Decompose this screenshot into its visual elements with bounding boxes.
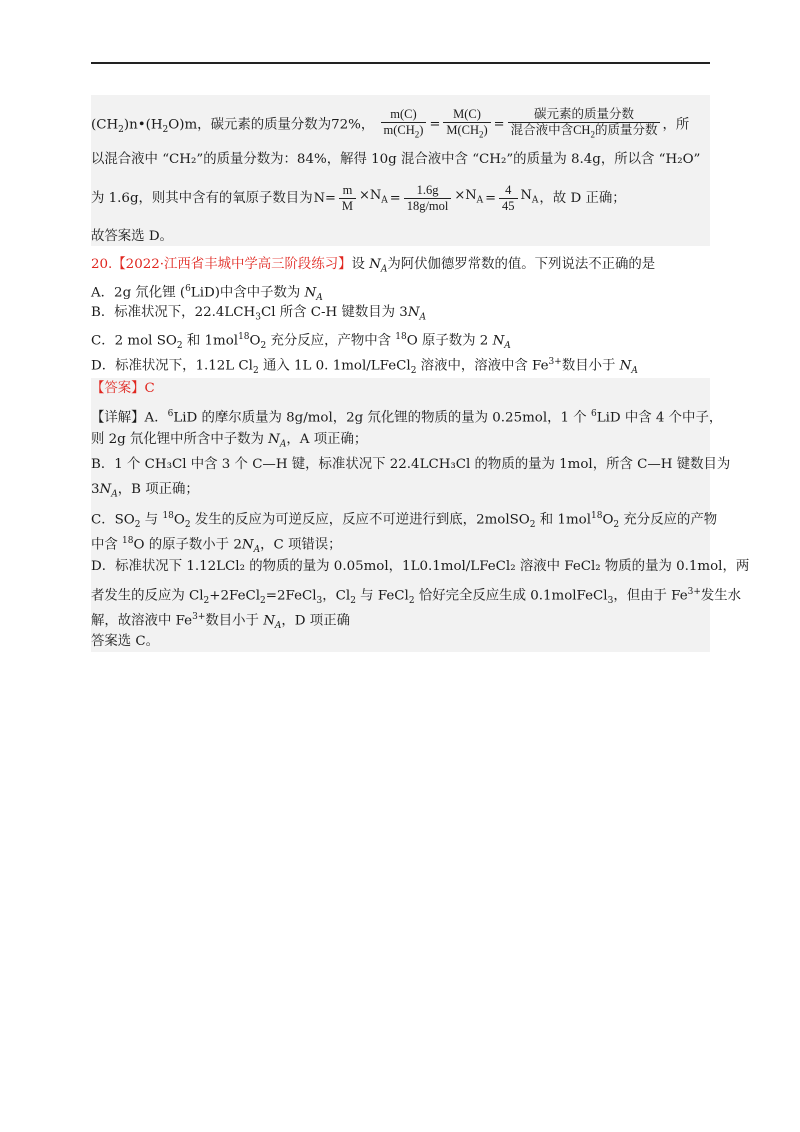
question-source: 【2022·江西省丰城中学高三阶段练习】 [112,257,352,272]
fraction-mc-mch2: $\frac{m(C)}{m(CH_2)}$ [381,107,427,143]
explain-line-7: D．标准状况下 1.12LCl₂ 的物质的量为 0.05mol，1L0.1mol/LFeCl₂ 溶液中 FeCl₂ 物质的量为 0.1mol，两 [91,559,750,574]
prev-line-1: $(CH_2)n•(H_2O)m$，碳元素的质量分数为72%， $\frac{m(C)}{m(CH_2)}$ = $\frac{M(C)}{M(CH_2)}$ = $\frac{\text{碳元素的质量分数}}{混合液中含CH_2的质量分数}$ ，所 [91,107,716,143]
explain-line-9: 解，故溶液中 $Fe^{3+}$数目小于 $N_A$，D 项正确 [91,612,350,632]
prev-line-2: 以混合液中 “CH₂”的质量分数为：84%，解得 10g 混合液中含 “CH₂”的质量为 8.4g，所以含 “H₂O” [91,152,701,167]
prev-line-3: 为 1.6g，则其中含有的氧原子数目为N= $\frac{m}{M}$ $\times N_A$ = $\frac{1.6g}{\text{18g/mol}}$ $\times N_A$ = $\frac{4}{45}$ $N_A$，故 D 正确； [91,183,626,213]
option-d: D．标准状况下，1.12L $Cl_2$ 通入 1L 0. 1mol/LFeCl$_2$ 溶液中，溶液中含 $Fe^{3+}$数目小于 $N_A$ [91,357,638,377]
option-a: A．2g 氘化锂 ($^6$LiD)中含中子数为 $N_A$ [91,284,323,304]
option-c: C．2 mol $SO_2$ 和 $1mol^{18}O_2$ 充分反应，产物中含 $^{18}$O 原子数为 2 $N_A$ [91,332,511,352]
fraction-Mc-Mch2: $\frac{M(C)}{M(CH_2)}$ [443,107,490,143]
answer-label: 【答案】C [91,381,155,396]
option-b: B．标准状况下，$22.4LCH_3Cl$ 所含 C-H 键数目为 $3N_A$ [91,305,427,323]
prev-line-4: 故答案选 D。 [91,229,173,244]
explain-line-3: B．1 个 CH₃Cl 中含 3 个 C—H 键，标准状况下 22.4LCH₃Cl 的物质的量为 1mol，所含 C—H 键数目为 [91,457,731,472]
fraction-1.6g: $\frac{1.6g}{\text{18g/mol}}$ [404,183,452,214]
explain-line-2: 则 2g 氘化锂中所含中子数为 $N_A$，A 项正确； [91,432,368,450]
question-number: 20. [91,257,113,272]
question-20-stem: 20.【2022·江西省丰城中学高三阶段练习】设 $N_A$为阿伏伽德罗常数的值。下列说法不正确的是 [91,257,656,275]
explain-line-4: $3N_A$，B 项正确； [91,482,199,500]
explain-line-1: 【详解】A．$^6$LiD 的摩尔质量为 8g/mol，2g 氘化锂的物质的量为 0.25mol，1 个 $^6$LiD 中含 4 个中子， [91,409,723,426]
fraction-4-45: $\frac{4}{45}$ [499,183,518,214]
fraction-mass-fraction: $\frac{\text{碳元素的质量分数}}{混合液中含CH_2的质量分数}$ [508,107,661,143]
header-rule [91,62,710,64]
explain-line-8: 者发生的反应为 $Cl_2+2FeCl_2=2FeCl_3$，$Cl_2$ 与 FeCl$_2$ 恰好完全反应生成 0.1molFeCl$_3$，但由于 $Fe^{3+}$发生水 [91,587,742,607]
explain-line-5: C．$SO_2$ 与 $^{18}O_2$ 发生的反应为可逆反应，反应不可逆进行到底，2molSO$_2$ 和 $1mol^{18}O_2$ 充分反应的产物 [91,511,718,531]
fraction-m-M: $\frac{m}{M}$ [339,183,356,214]
explain-line-10: 答案选 C。 [91,634,160,649]
explain-line-6: 中含 $^{18}$O 的原子数小于 $2N_A$，C 项错误； [91,536,342,556]
